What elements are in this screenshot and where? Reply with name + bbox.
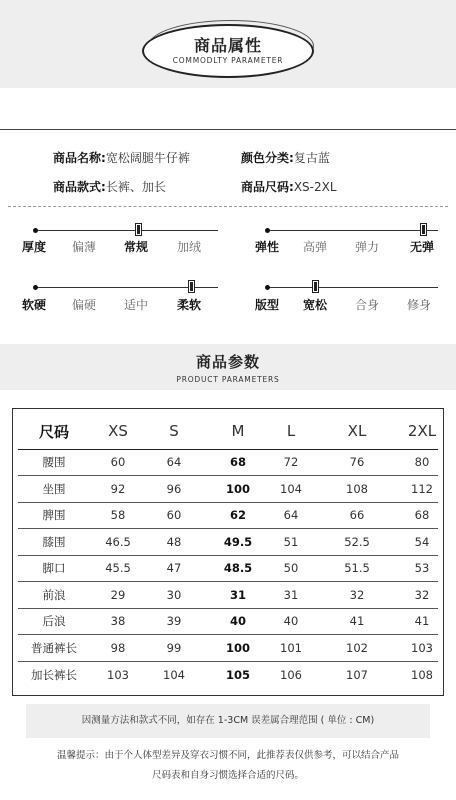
product-style-label: 商品款式:	[53, 180, 106, 194]
elasticity-scale-marker	[421, 224, 426, 235]
table-cell: 31	[274, 582, 308, 609]
dashed-divider	[8, 206, 448, 207]
elasticity-scale-line	[268, 230, 438, 231]
product-size-value: XS-2XL	[293, 180, 337, 194]
fit-scale-marker	[313, 281, 318, 292]
table-row	[18, 608, 438, 635]
table-cell: 108	[308, 476, 406, 503]
elasticity-option-none: 无弹	[410, 240, 435, 254]
fit-option-fitted: 合身	[355, 298, 380, 312]
table-cell: 62	[202, 502, 274, 529]
tip-line-1: 温馨提示：由于个人体型差异及穿衣习惯不同，此推荐表仅供参考，可以结合产品	[56, 750, 399, 761]
table-cell: 53	[406, 555, 438, 582]
table-row	[18, 529, 438, 556]
row-label: 前浪	[18, 582, 90, 609]
table-cell: 100	[202, 635, 274, 662]
table-row	[18, 555, 438, 582]
softness-option-soft: 柔软	[177, 298, 202, 312]
tip-line-2: 尺码表和自身习惯选择合适的尺码。	[151, 770, 304, 781]
table-cell: 112	[406, 476, 438, 503]
row-label: 普通裤长	[18, 635, 90, 662]
fit-option-loose: 宽松	[303, 298, 328, 312]
table-cell: 99	[146, 635, 202, 662]
table-cell: 30	[146, 582, 202, 609]
table-cell: 54	[406, 529, 438, 556]
table-cell: 60	[146, 502, 202, 529]
table-cell: 45.5	[90, 555, 146, 582]
section-divider	[0, 129, 456, 130]
elasticity-label: 弹性	[255, 240, 280, 254]
table-cell: 100	[202, 476, 274, 503]
table-cell: 51.5	[308, 555, 406, 582]
attributes-title: 商品属性	[193, 36, 262, 55]
thickness-option-fleece: 加绒	[177, 240, 202, 254]
table-cell: 104	[163, 667, 185, 682]
table-cell: 41	[406, 608, 438, 635]
fit-scale-line	[268, 287, 438, 288]
size-table	[18, 414, 438, 688]
row-label: 加长裤长	[31, 667, 77, 682]
thickness-scale-start	[33, 228, 38, 233]
softness-scale-start	[33, 285, 38, 290]
product-color-label: 颜色分类:	[241, 151, 294, 165]
table-cell: 101	[274, 635, 308, 662]
thickness-scale-marker	[136, 224, 141, 235]
table-cell: 106	[280, 667, 302, 682]
product-size-label: 商品尺码:	[241, 180, 294, 194]
row-label: 腰围	[18, 449, 90, 476]
header-l: L	[274, 414, 308, 449]
elasticity-option-high: 高弹	[303, 240, 328, 254]
table-cell: 40	[202, 608, 274, 635]
table-cell: 96	[146, 476, 202, 503]
table-cell: 40	[274, 608, 308, 635]
table-cell: 29	[90, 582, 146, 609]
product-name-value: 宽松阔腿牛仔裤	[105, 151, 190, 165]
row-label: 脾围	[18, 502, 90, 529]
table-cell: 108	[411, 667, 433, 682]
table-cell: 48.5	[202, 555, 274, 582]
table-cell: 47	[146, 555, 202, 582]
header-2xl: 2XL	[406, 414, 438, 449]
product-name	[53, 149, 190, 166]
table-row	[18, 449, 438, 476]
table-cell: 38	[90, 608, 146, 635]
params-subtitle: PRODUCT PARAMETERS	[176, 375, 280, 384]
thickness-scale-line	[36, 230, 218, 231]
table-row	[18, 661, 438, 688]
header-s: S	[146, 414, 202, 449]
product-color	[241, 149, 330, 166]
table-cell: 105	[225, 667, 250, 682]
row-label: 坐围	[18, 476, 90, 503]
thickness-option-thin: 偏薄	[72, 240, 97, 254]
table-cell: 80	[406, 449, 438, 476]
product-name-label: 商品名称:	[53, 151, 106, 165]
table-cell: 76	[308, 449, 406, 476]
softness-scale-marker	[189, 281, 194, 292]
table-cell: 104	[274, 476, 308, 503]
fit-label: 版型	[255, 298, 280, 312]
fit-option-slim: 修身	[407, 298, 432, 312]
table-cell: 39	[146, 608, 202, 635]
table-cell: 52.5	[308, 529, 406, 556]
header-xs: XS	[90, 414, 146, 449]
attributes-subtitle: COMMODLTY PARAMETER	[172, 56, 284, 65]
table-cell: 64	[274, 502, 308, 529]
table-cell: 72	[274, 449, 308, 476]
table-cell: 32	[406, 582, 438, 609]
table-cell: 107	[346, 667, 368, 682]
softness-option-medium: 适中	[124, 298, 149, 312]
table-cell: 66	[308, 502, 406, 529]
table-cell: 68	[406, 502, 438, 529]
product-size	[241, 178, 337, 195]
size-table-header	[18, 414, 438, 449]
params-title: 商品参数	[195, 353, 260, 371]
table-row	[18, 635, 438, 662]
table-row	[18, 502, 438, 529]
product-color-value: 复古蓝	[293, 151, 330, 165]
table-cell: 32	[308, 582, 406, 609]
product-style-value: 长裤、加长	[105, 180, 166, 194]
table-cell: 98	[90, 635, 146, 662]
table-cell: 103	[107, 667, 129, 682]
thickness-option-regular: 常规	[124, 240, 149, 254]
table-cell: 50	[274, 555, 308, 582]
table-cell: 92	[90, 476, 146, 503]
header-m: M	[202, 414, 274, 449]
table-cell: 102	[308, 635, 406, 662]
table-cell: 46.5	[90, 529, 146, 556]
measurement-note: 因测量方法和款式不同，如存在 1-3CM 误差属合理范围 ( 单位 : CM)	[26, 704, 430, 738]
table-cell: 60	[90, 449, 146, 476]
table-cell: 51	[274, 529, 308, 556]
table-cell: 31	[202, 582, 274, 609]
header-size: 尺码	[18, 414, 90, 449]
elasticity-scale-start	[265, 228, 270, 233]
fit-scale-start	[265, 285, 270, 290]
thickness-label: 厚度	[22, 240, 47, 254]
row-label: 后浪	[18, 608, 90, 635]
table-cell: 48	[146, 529, 202, 556]
header-xl: XL	[308, 414, 406, 449]
elasticity-option-stretch: 弹力	[355, 240, 380, 254]
softness-option-hard: 偏硬	[72, 298, 97, 312]
table-cell: 68	[202, 449, 274, 476]
table-row	[18, 582, 438, 609]
row-label: 脚口	[18, 555, 90, 582]
table-cell: 103	[406, 635, 438, 662]
table-cell: 49.5	[202, 529, 274, 556]
softness-label: 软硬	[22, 298, 47, 312]
table-cell: 58	[90, 502, 146, 529]
product-style	[53, 178, 166, 195]
table-cell: 64	[146, 449, 202, 476]
table-row	[18, 476, 438, 503]
table-cell: 41	[308, 608, 406, 635]
row-label: 膝围	[18, 529, 90, 556]
